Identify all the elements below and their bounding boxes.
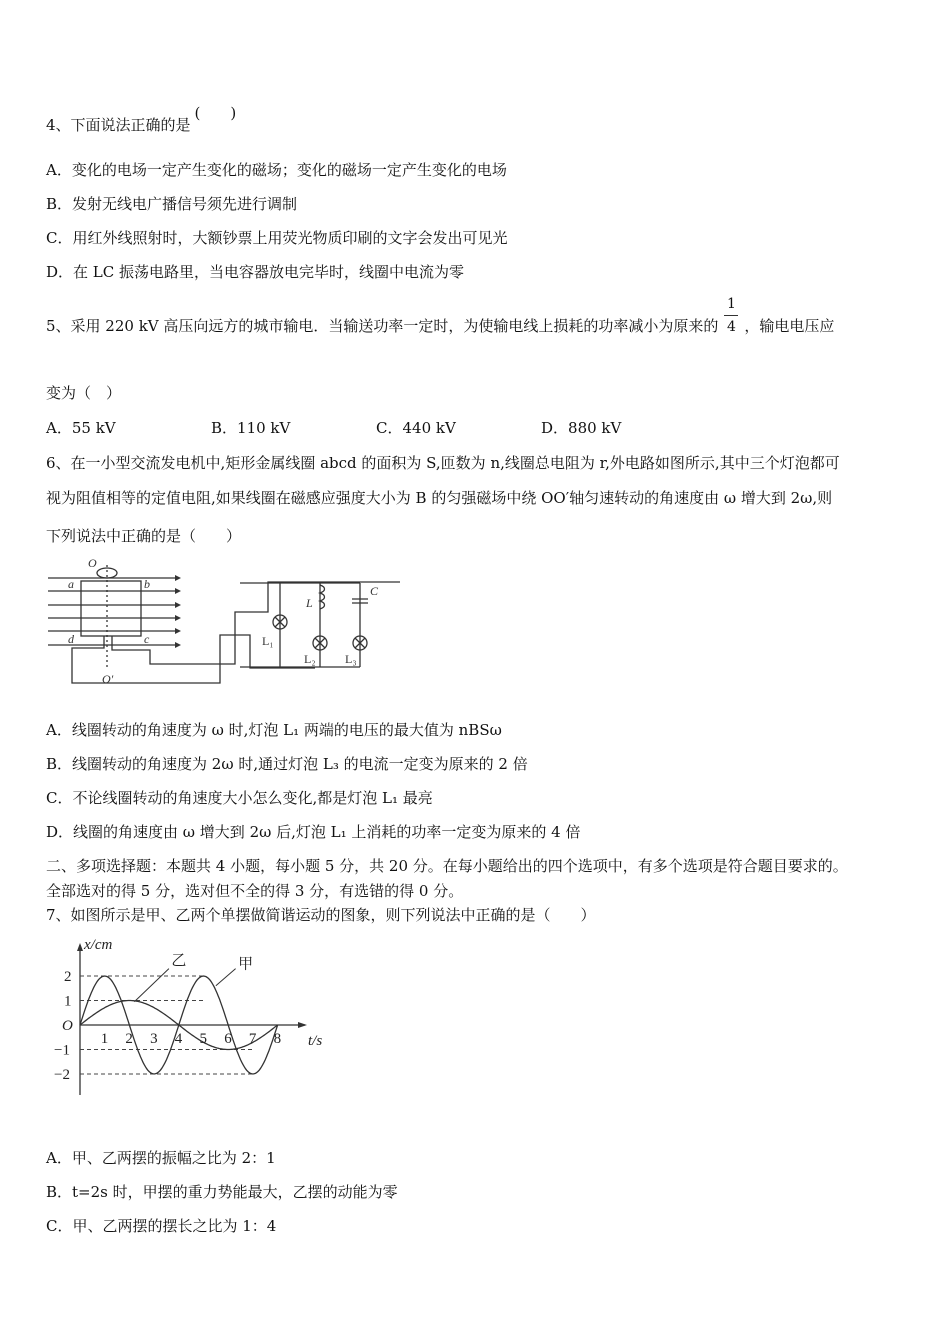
q4-option-b: B．发射无线电广播信号须先进行调制 xyxy=(46,195,298,213)
q5-option-a: A．55 kV xyxy=(46,419,116,437)
x-tick-label: 7 xyxy=(248,1031,257,1047)
fraction-denominator: 4 xyxy=(726,319,736,335)
origin-label: O xyxy=(62,1018,73,1034)
q6-stem-3: 下列说法中正确的是（ ） xyxy=(46,527,242,545)
coil-abcd xyxy=(81,581,141,636)
q5-stem-text: 5、采用 220 kV 高压向远方的城市输电．当输送功率一定时，为使输电线上损耗的功率减小为原来的 xyxy=(46,317,719,335)
answer-paren: ( ) xyxy=(194,104,237,122)
q5-option-c: C．440 kV xyxy=(376,419,456,437)
label-c: c xyxy=(144,632,150,646)
x-tick-label: 3 xyxy=(150,1031,158,1047)
q4-option-c: C．用红外线照射时，大额钞票上用荧光物质印刷的文字会发出可见光 xyxy=(46,229,508,247)
x-tick-label: 5 xyxy=(199,1031,207,1047)
label-b: b xyxy=(144,577,150,591)
x-tick-label: 6 xyxy=(224,1031,232,1047)
label-l3: L₃ xyxy=(345,652,357,666)
y-axis-label: x/cm xyxy=(84,937,113,953)
q6-option-c: C．不论线圈转动的角速度大小怎么变化,都是灯泡 L₁ 最亮 xyxy=(46,789,433,807)
q5-stem-end: ，输电电压应 xyxy=(744,317,835,335)
q4-option-d: D．在 LC 振荡电路里，当电容器放电完毕时，线圈中电流为零 xyxy=(46,263,465,281)
section-2-note: 全部选对的得 5 分，选对但不全的得 3 分，有选错的得 0 分。 xyxy=(46,882,464,900)
label-capacitor: C xyxy=(370,584,379,598)
label-o: O xyxy=(88,556,97,570)
q6-option-a: A．线圈转动的角速度为 ω 时,灯泡 L₁ 两端的电压的最大值为 nBSω xyxy=(46,721,502,739)
x-tick-label: 8 xyxy=(273,1031,282,1047)
label-l1: L₁ xyxy=(262,634,274,648)
circuit-wires xyxy=(72,582,400,683)
leader-jia xyxy=(216,969,236,986)
x-axis-label: t/s xyxy=(308,1033,323,1049)
inductor xyxy=(320,585,325,609)
y-tick-label: 2 xyxy=(64,969,72,985)
legend-jia: 甲 xyxy=(238,956,254,973)
parallel-branches xyxy=(240,583,360,667)
label-l2: L₂ xyxy=(304,652,316,666)
x-tick-label: 4 xyxy=(174,1031,183,1047)
label-o-prime: O′ xyxy=(102,672,114,686)
x-tick-label: 1 xyxy=(100,1031,109,1047)
label-inductor: L xyxy=(306,596,313,610)
shm-graph xyxy=(40,935,340,1100)
label-a: a xyxy=(68,577,74,591)
q5-stem xyxy=(46,296,834,336)
q5-option-b: B．110 kV xyxy=(211,419,291,437)
q5-stem-2: 变为（ ） xyxy=(46,384,122,402)
q4-option-a: A．变化的电场一定产生变化的磁场；变化的磁场一定产生变化的电场 xyxy=(46,161,507,179)
q4-stem-text: 4、下面说法正确的是 xyxy=(46,116,191,134)
q7-stem: 7、如图所示是甲、乙两个单摆做简谐运动的图象，则下列说法中正确的是（ ） xyxy=(46,906,596,924)
y-tick-label: 1 xyxy=(64,993,72,1010)
generator-circuit-figure xyxy=(40,555,400,695)
fraction-bar xyxy=(724,315,738,316)
y-axis-arrow xyxy=(77,943,83,951)
q7-option-a: A．甲、乙两摆的振幅之比为 2：1 xyxy=(46,1149,276,1167)
x-axis-arrow xyxy=(298,1022,307,1028)
q7-option-c: C．甲、乙两摆的摆长之比为 1：4 xyxy=(46,1217,277,1235)
q4-stem xyxy=(46,104,237,135)
leader-yi xyxy=(134,969,169,1002)
q6-option-d: D．线圈的角速度由 ω 增大到 2ω 后,灯泡 L₁ 上消耗的功率一定变为原来的 4 倍 xyxy=(46,823,581,841)
y-tick-label: −1 xyxy=(54,1042,70,1059)
legend-yi: 乙 xyxy=(171,952,187,969)
q5-option-d: D．880 kV xyxy=(541,419,622,437)
q6-option-b: B．线圈转动的角速度为 2ω 时,通过灯泡 L₃ 的电流一定变为原来的 2 倍 xyxy=(46,755,528,773)
q6-stem-2: 视为阻值相等的定值电阻,如果线圈在磁感应强度大小为 B 的匀强磁场中绕 OO′轴匀速转动的角速度由 ω 增大到 2ω,则 xyxy=(46,489,833,507)
x-tick-label: 2 xyxy=(125,1031,133,1047)
fraction-numerator: 1 xyxy=(726,296,736,312)
y-tick-label: −2 xyxy=(54,1067,70,1083)
section-2-heading: 二、多项选择题：本题共 4 小题，每小题 5 分，共 20 分。在每小题给出的四个选项中，有多个选项是符合题目要求的。 xyxy=(46,857,848,875)
fraction-one-quarter xyxy=(724,296,738,335)
q7-option-b: B．t=2s 时，甲摆的重力势能最大，乙摆的动能为零 xyxy=(46,1183,398,1201)
label-d: d xyxy=(68,632,74,646)
q6-stem-1: 6、在一小型交流发电机中,矩形金属线圈 abcd 的面积为 S,匝数为 n,线圈总电阻为 r,外电路如图所示,其中三个灯泡都可 xyxy=(46,454,840,472)
